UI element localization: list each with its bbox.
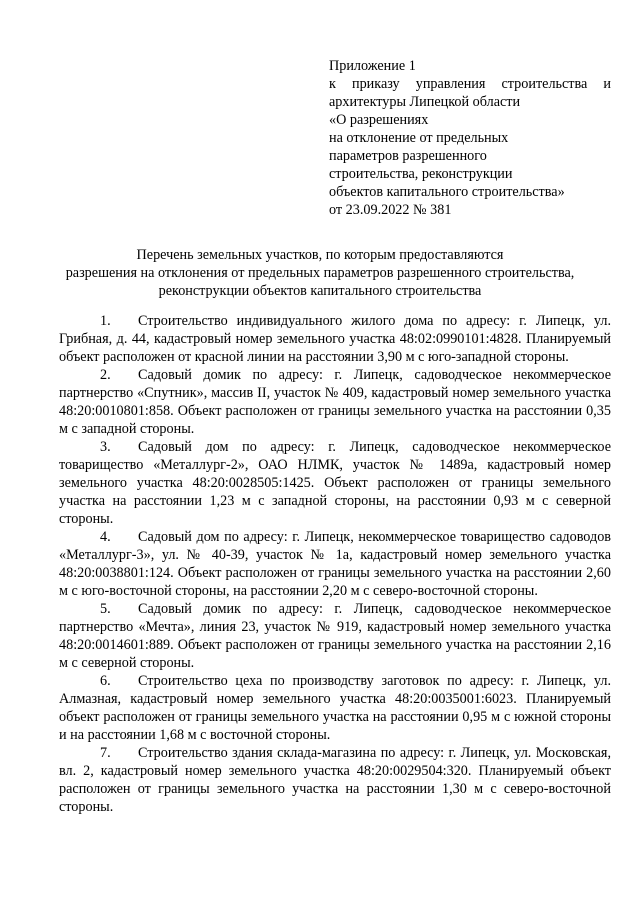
item-number: 1. xyxy=(100,313,111,329)
list-item xyxy=(59,744,611,816)
item-text: Садовый дом по адресу: г. Липецк, садоводческое некоммерческое товарищество «Металлург-2», ОАО НЛМК, участок № 1489а, кадастровый номер земельного участка 48:20:0028505:1425. Объект расположен от границы земельного участка на расстоянии 1,23 м с западной стороны, на расстоянии 0,93 м с северной стороны. xyxy=(59,439,611,527)
item-number: 5. xyxy=(100,601,111,617)
list-item xyxy=(59,312,611,366)
appendix-line: на отклонение от предельных xyxy=(329,130,509,146)
item-number: 6. xyxy=(100,673,111,689)
item-text: Строительство цеха по производству заготовок по адресу: г. Липецк, ул. Алмазная, кадастровый номер земельного участка 48:20:0035001:6023. Планируемый объект расположен от границы земельного участка на расстоянии 0,95 м с южной стороны и на расстоянии 1,68 м с восточной стороны. xyxy=(59,673,611,743)
item-number: 4. xyxy=(100,529,111,545)
appendix-line: к приказу управления строительства и xyxy=(329,76,611,92)
appendix-line: строительства, реконструкции xyxy=(329,166,513,182)
item-number: 2. xyxy=(100,367,111,383)
title-line: реконструкции объектов капитального строительства xyxy=(158,283,482,299)
land-plot-list xyxy=(59,312,611,816)
list-item xyxy=(59,672,611,744)
appendix-date-line: от 23.09.2022 № 381 xyxy=(329,202,452,218)
item-number: 7. xyxy=(100,745,111,761)
list-item xyxy=(59,528,611,600)
appendix-line: «О разрешениях xyxy=(329,112,429,128)
list-item xyxy=(59,600,611,672)
appendix-line: Приложение 1 xyxy=(329,58,416,74)
list-item xyxy=(59,438,611,528)
item-text: Строительство здания склада-магазина по адресу: г. Липецк, ул. Московская, вл. 2, кадастровый номер земельного участка 48:20:0029504:320. Планируемый объект расположен от границы земельного участка на расстоянии 1,30 м с северо-восточной стороны. xyxy=(59,745,611,815)
item-text: Строительство индивидуального жилого дома по адресу: г. Липецк, ул. Грибная, д. 44, кадастровый номер земельного участка 48:02:0990101:4828. Планируемый объект расположен от красной линии на расстоянии 3,90 м с юго-западной стороны. xyxy=(59,313,611,365)
title-line: разрешения на отклонения от предельных параметров разрешенного строительства, xyxy=(65,265,575,281)
item-text: Садовый дом по адресу: г. Липецк, некоммерческое товарищество садоводов «Металлург-3», ул. № 40-39, участок № 1а, кадастровый номер земельного участка 48:20:0038801:124. Объект расположен от границы земельного участка на расстоянии 2,60 м с юго-восточной стороны, на расстоянии 2,20 м с северо-восточной стороны. xyxy=(59,529,611,599)
document-title xyxy=(30,246,610,300)
appendix-block xyxy=(329,57,611,219)
appendix-line: параметров разрешенного xyxy=(329,148,487,164)
appendix-line: архитектуры Липецкой области xyxy=(329,94,521,110)
item-text: Садовый домик по адресу: г. Липецк, садоводческое некоммерческое партнерство «Спутник», массив II, участок № 409, кадастровый номер земельного участка 48:20:0010801:858. Объект расположен от границы земельного участка на расстоянии 0,35 м с западной стороны. xyxy=(59,367,611,437)
item-text: Садовый домик по адресу: г. Липецк, садоводческое некоммерческое партнерство «Мечта», линия 23, участок № 919, кадастровый номер земельного участка 48:20:0014601:889. Объект расположен от границы земельного участка на расстоянии 2,16 м с северной стороны. xyxy=(59,601,611,671)
appendix-line: объектов капитального строительства» xyxy=(329,184,565,200)
title-line: Перечень земельных участков, по которым предоставляются xyxy=(136,247,504,263)
item-number: 3. xyxy=(100,439,111,455)
list-item xyxy=(59,366,611,438)
